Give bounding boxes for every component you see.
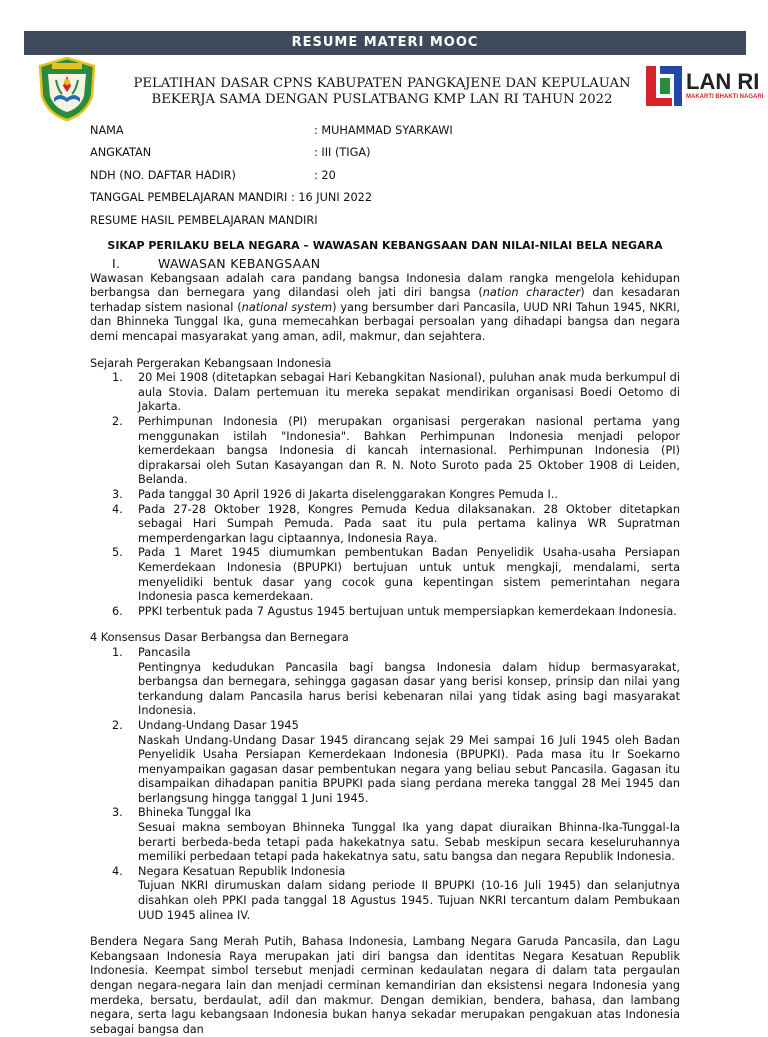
lan-ri-logo-icon [642, 60, 764, 110]
list-item: 3. Bhineka Tunggal Ika Sesuai makna semboyan Bhinneka Tunggal Ika yang dapat diuraikan Bhinna-Ika-Tunggal-Ia berarti berbeda-beda tetapi pada hakekatnya satu. Sebab meskipun secara keseluruhannya memiliki perbedaan tetapi pada hakekatnya satu, satu bangsa dan negara Republik Indonesia. [112, 806, 680, 864]
resume-label-row [90, 210, 680, 233]
konsensus-item-title: Pancasila [138, 645, 191, 659]
info-label: NAMA [90, 123, 124, 137]
sejarah-title: Sejarah Pergerakan Kebangsaan Indonesia [90, 356, 332, 370]
info-row-tanggal [90, 188, 680, 211]
list-item: 2. Perhimpunan Indonesia (PI) merupakan organisasi pergerakan nasional pertama yang menggunakan istilah "Indonesia". Bahkan Perhimpunan Indonesia menjadi pelopor kemerdekaan bangsa Indonesia di kancah internasional. Perhimpunan Indonesia (PI) diprakarsai oleh Sutan Kasayangan dan R. N. Noto Suroto pada 25 Oktober 1908 di Leiden, Belanda. [112, 415, 680, 487]
info-label: NDH (NO. DAFTAR HADIR) [90, 168, 236, 182]
info-row-ndh [90, 165, 680, 188]
info-value: : MUHAMMAD SYARKAWI [314, 123, 453, 137]
section-heading [112, 257, 680, 272]
info-label: ANGKATAN [90, 146, 152, 160]
konsensus-item-text: Sesuai makna semboyan Bhinneka Tunggal Ika yang dapat diuraikan Bhinna-Ika-Tunggal-Ia berarti berbeda-beda tetapi pada hakekatnya satu. Sebab meskipun secara keseluruhannya memiliki perbedaan tetapi pada hakekatnya satu, satu bangsa dan negara Republik Indonesia. [138, 821, 680, 864]
resume-label: RESUME HASIL PEMBELAJARAN MANDIRI [90, 213, 318, 227]
konsensus-item-title: Bhineka Tunggal Ika [138, 806, 252, 820]
section-number: I. [112, 256, 121, 272]
page-banner: RESUME MATERI MOOC [24, 31, 746, 55]
list-item: 1. Pancasila Pentingnya kedudukan Pancasila bagi bangsa Indonesia dalam hidup bermasyarakat, berbangsa dan bernegara, sehingga gagasan dasar yang berisi konsep, prinsip dan nilai yang terkandung dalam Pancasila harus berisi kebenaran nilai yang tidak asing bagi masyarakat Indonesia. [112, 645, 680, 718]
lan-ri-logo-text: LAN RI [686, 69, 760, 94]
list-item: 6. PPKI terbentuk pada 7 Agustus 1945 bertujuan untuk mempersiapkan kemerdekaan Indonesia. [112, 604, 677, 618]
konsensus-item-title: Undang-Undang Dasar 1945 [138, 718, 299, 732]
info-value: : 20 [314, 168, 336, 182]
konsensus-list [90, 646, 680, 923]
list-item: 3. Pada tanggal 30 April 1926 di Jakarta diselenggarakan Kongres Pemuda I.. [112, 488, 559, 501]
info-value: : III (TIGA) [314, 146, 371, 160]
info-row-nama [90, 120, 680, 143]
regency-emblem-icon [36, 56, 98, 122]
section-title: WAWASAN KEBANGSAAN [158, 256, 321, 272]
list-item: 4. Negara Kesatuan Republik Indonesia Tujuan NKRI dirumuskan dalam sidang periode II BPUPKI (10-16 Juli 1945) dan selanjutnya disahkan oleh PPKI pada tanggal 18 Agustus 1945. Tujuan NKRI tercantum dalam Pembukaan UUD 1945 alinea IV. [112, 864, 680, 922]
header-line-2: BEKERJA SAMA DENGAN PUSLATBANG KMP LAN RI TAHUN 2022 [151, 92, 613, 107]
info-row-angkatan [90, 143, 680, 166]
konsensus-item-text: Tujuan NKRI dirumuskan dalam sidang periode II BPUPKI (10-16 Juli 1945) dan selanjutnya disahkan oleh PPKI pada tanggal 18 Agustus 1945. Tujuan NKRI tercantum dalam Pembukaan UUD 1945 alinea IV. [138, 879, 680, 922]
konsensus-title: 4 Konsensus Dasar Berbangsa dan Bernegara [90, 631, 349, 645]
list-item: 2. Undang-Undang Dasar 1945 Naskah Undang-Undang Dasar 1945 dirancang sejak 29 Mei sampai 16 Juli 1945 oleh Badan Penyelidik Usaha Persiapan Kemerdekaan Indonesia (BPUPKI). Pada masa itu Ir Soekarno menyampaikan gagasan dasar pembentukan negara yang beliau sebut Pancasila. Gagasan itu disampaikan dihadapan panitia BPUPKI pada siang perdana mereka tanggal 28 Mei 1945 dan berlangsung hingga tanggal 1 Juni 1945. [112, 718, 680, 805]
topic-heading: SIKAP PERILAKU BELA NEGARA – WAWASAN KEBANGSAAN DAN NILAI-NILAI BELA NEGARA [107, 238, 663, 252]
header-line-1: PELATIHAN DASAR CPNS KABUPATEN PANGKAJENE DAN KEPULAUAN [133, 76, 631, 91]
list-item: 5. Pada 1 Maret 1945 diumumkan pembentukan Badan Penyelidik Usaha-usaha Persiapan Kemerdekaan Indonesia (BPUPKI) bertujuan untuk untuk mengkaji, mendalami, serta menyelidiki bentuk dasar yang cocok guna kepentingan sistem pemerintahan negara Indonesia pasca kemerdekaan. [112, 546, 680, 604]
tanggal-text: TANGGAL PEMBELAJARAN MANDIRI : 16 JUNI 2022 [90, 191, 373, 205]
list-item: 4. Pada 27-28 Oktober 1928, Kongres Pemuda Kedua dilaksanakan. 28 Oktober ditetapkan sebagai Hari Sumpah Pemuda. Pada saat itu pula pertama kalinya WR Supratman memperdengarkan lagu ciptaannya, Indonesia Raya. [112, 502, 680, 545]
konsensus-item-title: Negara Kesatuan Republik Indonesia [138, 864, 346, 878]
konsensus-item-text: Naskah Undang-Undang Dasar 1945 dirancang sejak 29 Mei sampai 16 Juli 1945 oleh Badan Penyelidik Usaha Persiapan Kemerdekaan Indonesia (BPUPKI). Pada masa itu Ir Soekarno menyampaikan gagasan dasar pembentukan negara yang beliau sebut Pancasila. Gagasan itu disampaikan dihadapan panitia BPUPKI pada siang perdana mereka tanggal 28 Mei 1945 dan berlangsung hingga tanggal 1 Juni 1945. [138, 733, 680, 805]
sejarah-list [90, 371, 680, 619]
closing-paragraph: Bendera Negara Sang Merah Putih, Bahasa Indonesia, Lambang Negara Garuda Pancasila, dan Lagu Kebangsaan Indonesia Raya merupakan jati diri bangsa dan identitas Negara Kesatuan Republik Indonesia. Keempat simbol tersebut menjadi cerminan kedaulatan negara di dalam tata pergaulan dengan negara-negara lain dan menjadi cerminan kemandirian dan eksistensi negara Indonesia yang merdeka, bersatu, berdaulat, adil dan makmur. Dengan demikian, bendera, bahasa, dan lambang negara, serta lagu kebangsaan Indonesia bukan hanya sekadar merupakan pengakuan atas Indonesia sebagai bangsa dan [90, 935, 680, 1036]
lan-ri-logo-tagline: MAKARTI BHAKTI NAGARI [686, 94, 764, 100]
organization-header [112, 76, 652, 108]
intro-paragraph: Wawasan Kebangsaan adalah cara pandang bangsa Indonesia dalam rangka mengelola kehidupan berbangsa dan bernegara yang dilandasi oleh jati diri bangsa (nation character) dan kesadaran terhadap sistem nasional (national system) yang bersumber dari Pancasila, UUD NRI Tahun 1945, NKRI, dan Bhinneka Tunggal Ika, guna memecahkan berbagai persoalan yang dihadapi bangsa dan negara demi mencapai masyarakat yang aman, adil, makmur, dan sejahtera. [90, 271, 680, 344]
konsensus-item-text: Pentingnya kedudukan Pancasila bagi bangsa Indonesia dalam hidup bermasyarakat, berbangsa dan bernegara, sehingga gagasan dasar yang berisi konsep, prinsip dan nilai yang terkandung dalam Pancasila harus berisi kebenaran nilai yang tidak asing bagi masyarakat Indonesia. [138, 660, 680, 718]
document-body [90, 120, 680, 1037]
list-item: 1. 20 Mei 1908 (ditetapkan sebagai Hari Kebangkitan Nasional), puluhan anak muda berkumpul di aula Stovia. Dalam pertemuan itu mereka sepakat mendirikan organisasi Boedi Oetomo di Jakarta. [112, 371, 680, 414]
